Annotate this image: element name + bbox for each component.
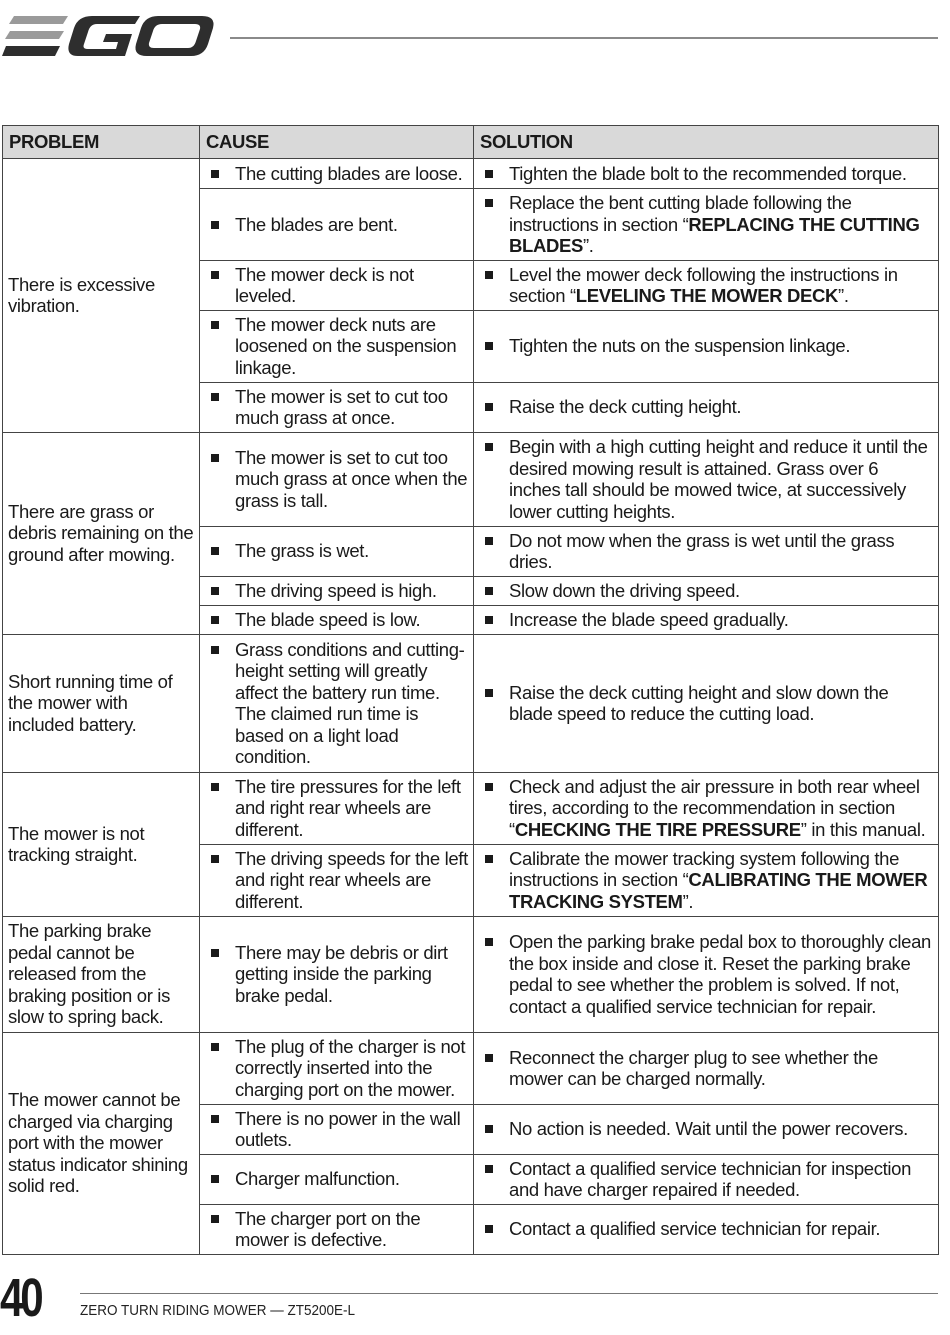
bullet-icon (485, 443, 493, 451)
bullet-icon (211, 855, 219, 863)
bullet-icon (211, 547, 219, 555)
bullet-icon (211, 1215, 219, 1223)
bullet-icon (211, 587, 219, 595)
solution-cell: Calibrate the mower tracking system following the instructions in section “CALIBRATING THE MOWER TRACKING SYSTEM”. (474, 844, 939, 916)
bullet-icon (485, 1054, 493, 1062)
solution-cell: Level the mower deck following the instructions in section “LEVELING THE MOWER DECK”. (474, 260, 939, 310)
cause-cell: The charger port on the mower is defective. (200, 1204, 474, 1254)
solution-cell: Increase the blade speed gradually. (474, 605, 939, 634)
solution-cell: Tighten the blade bolt to the recommended torque. (474, 159, 939, 189)
bullet-icon (211, 170, 219, 178)
header-solution: SOLUTION (474, 126, 939, 159)
solution-cell: Slow down the driving speed. (474, 576, 939, 605)
bullet-icon (485, 855, 493, 863)
cause-cell: There may be debris or dirt getting inside the parking brake pedal. (200, 916, 474, 1032)
cause-cell: The mower deck is not leveled. (200, 260, 474, 310)
solution-cell: Reconnect the charger plug to see whether the mower can be charged normally. (474, 1032, 939, 1104)
problem-cell: The mower is not tracking straight. (3, 772, 200, 916)
solution-cell: Begin with a high cutting height and reduce it until the desired mowing result is attained. Grass over 6 inches tall should be mowed twice, at successively lower cutting heights. (474, 432, 939, 526)
table-row (3, 634, 939, 772)
cause-cell: The driving speed is high. (200, 576, 474, 605)
bullet-icon (485, 170, 493, 178)
logo-bars (5, 16, 68, 39)
bullet-icon (485, 403, 493, 411)
bullet-icon (485, 1225, 493, 1233)
bullet-icon (485, 587, 493, 595)
table-row (3, 432, 939, 526)
ego-logo (2, 10, 218, 62)
bullet-icon (485, 783, 493, 791)
solution-cell: Open the parking brake pedal box to thoroughly clean the box inside and close it. Reset the parking brake pedal to see whether the problem is solved. If not, contact a qualified service technician for repair. (474, 916, 939, 1032)
troubleshooting-table (2, 125, 939, 1255)
bullet-icon (485, 1165, 493, 1173)
bullet-icon (211, 949, 219, 957)
table-header-row (3, 126, 939, 159)
solution-cell: Replace the bent cutting blade following the instructions in section “REPLACING THE CUTTING BLADES”. (474, 189, 939, 261)
cause-cell: The mower is set to cut too much grass at once when the grass is tall. (200, 432, 474, 526)
solution-cell: Raise the deck cutting height and slow down the blade speed to reduce the cutting load. (474, 634, 939, 772)
table-row (3, 772, 939, 844)
table-row (3, 159, 939, 189)
problem-cell: Short running time of the mower with included battery. (3, 634, 200, 772)
bullet-icon (485, 616, 493, 624)
bullet-icon (485, 1125, 493, 1133)
cause-cell: The plug of the charger is not correctly inserted into the charging port on the mower. (200, 1032, 474, 1104)
bullet-icon (211, 393, 219, 401)
solution-cell: Check and adjust the air pressure in both rear wheel tires, according to the recommendation in section “CHECKING THE TIRE PRESSURE” in this manual. (474, 772, 939, 844)
problem-cell: There is excessive vibration. (3, 159, 200, 433)
cause-cell: The mower deck nuts are loosened on the suspension linkage. (200, 310, 474, 382)
bullet-icon (211, 271, 219, 279)
solution-cell: Contact a qualified service technician for inspection and have charger repaired if needed. (474, 1154, 939, 1204)
problem-cell: The parking brake pedal cannot be released from the braking position or is slow to spring back. (3, 916, 200, 1032)
bullet-icon (485, 342, 493, 350)
cause-cell: The cutting blades are loose. (200, 159, 474, 189)
bullet-icon (485, 199, 493, 207)
problem-cell: The mower cannot be charged via charging port with the mower status indicator shining solid red. (3, 1032, 200, 1254)
table-row (3, 916, 939, 1032)
solution-cell: Raise the deck cutting height. (474, 382, 939, 432)
cause-cell: There is no power in the wall outlets. (200, 1104, 474, 1154)
bullet-icon (211, 1175, 219, 1183)
bullet-icon (211, 321, 219, 329)
cause-cell: The grass is wet. (200, 526, 474, 576)
footer-title: ZERO TURN RIDING MOWER — ZT5200E-L (80, 1302, 356, 1319)
bullet-icon (211, 646, 219, 654)
bullet-icon (485, 537, 493, 545)
solution-cell: No action is needed. Wait until the power recovers. (474, 1104, 939, 1154)
header-problem: PROBLEM (3, 126, 200, 159)
bullet-icon (211, 783, 219, 791)
bullet-icon (211, 1043, 219, 1051)
header-cause: CAUSE (200, 126, 474, 159)
problem-cell: There are grass or debris remaining on the ground after mowing. (3, 432, 200, 634)
cause-cell: Grass conditions and cutting-height setting will greatly affect the battery run time. The claimed run time is based on a light load condition. (200, 634, 474, 772)
cause-cell: The driving speeds for the left and right rear wheels are different. (200, 844, 474, 916)
bullet-icon (211, 1115, 219, 1123)
solution-cell: Contact a qualified service technician for repair. (474, 1204, 939, 1254)
bullet-icon (485, 271, 493, 279)
table-row (3, 1032, 939, 1104)
cause-cell: Charger malfunction. (200, 1154, 474, 1204)
header-rule (230, 37, 938, 39)
bullet-icon (211, 616, 219, 624)
cause-cell: The tire pressures for the left and right rear wheels are different. (200, 772, 474, 844)
bullet-icon (211, 221, 219, 229)
cause-cell: The blade speed is low. (200, 605, 474, 634)
bullet-icon (211, 454, 219, 462)
solution-cell: Tighten the nuts on the suspension linkage. (474, 310, 939, 382)
cause-cell: The blades are bent. (200, 189, 474, 261)
bullet-icon (485, 689, 493, 697)
cause-cell: The mower is set to cut too much grass at once. (200, 382, 474, 432)
bullet-icon (485, 938, 493, 946)
page-number: 40 (0, 1268, 41, 1328)
footer-rule (80, 1293, 938, 1294)
solution-cell: Do not mow when the grass is wet until the grass dries. (474, 526, 939, 576)
